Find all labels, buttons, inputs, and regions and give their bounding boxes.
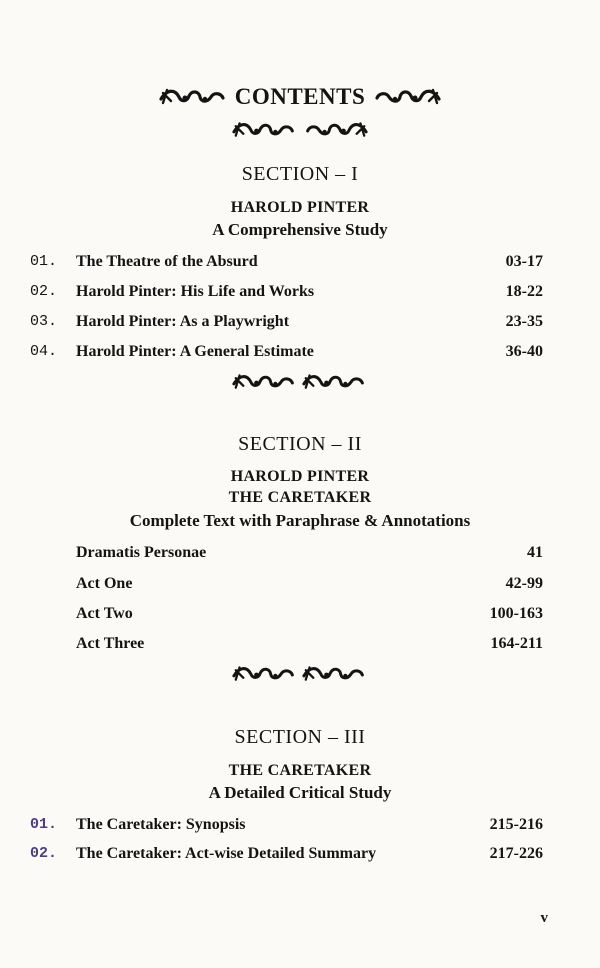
entry-title: Harold Pinter: As a Playwright (76, 313, 290, 330)
section-2-subtitle: HAROLD PINTER (230, 468, 370, 485)
entry-title: The Caretaker: Synopsis (76, 816, 246, 833)
entry-number: 02. (30, 283, 58, 300)
toc-entry[interactable] (0, 845, 600, 869)
entry-pages: 42-99 (505, 575, 543, 592)
toc-entry[interactable] (0, 635, 600, 659)
section-3-subtitle: THE CARETAKER (228, 762, 372, 779)
toc-entry[interactable] (0, 544, 600, 568)
toc-entry[interactable] (0, 313, 600, 337)
entry-title: Act One (76, 575, 133, 592)
contents-header (0, 84, 600, 110)
section-divider-ornament (0, 372, 600, 392)
right-flourish-ornament (371, 87, 441, 107)
entry-number: 02. (30, 845, 58, 862)
divider-flourish-icon (302, 664, 368, 684)
toc-entry[interactable] (0, 283, 600, 307)
entry-number: 04. (30, 343, 58, 360)
page-number: v (540, 910, 548, 926)
entry-pages: 41 (527, 544, 543, 561)
entry-pages: 217-226 (489, 845, 543, 862)
entry-number: 01. (30, 816, 58, 833)
section-2-subtitle: Complete Text with Paraphrase & Annotations (129, 511, 471, 530)
entry-number: 01. (30, 253, 58, 270)
entry-pages: 215-216 (489, 816, 543, 833)
divider-flourish-icon (232, 372, 298, 392)
entry-pages: 18-22 (505, 283, 543, 300)
section-3-heading: SECTION – III (234, 726, 366, 748)
section-3-subtitle: A Detailed Critical Study (208, 783, 392, 802)
entry-title: Act Three (76, 635, 145, 652)
entry-pages: 23-35 (505, 313, 543, 330)
contents-title: CONTENTS (234, 84, 366, 109)
entry-title: Harold Pinter: His Life and Works (76, 283, 315, 300)
toc-entry[interactable] (0, 605, 600, 629)
entry-title: Dramatis Personae (76, 544, 207, 561)
entry-pages: 100-163 (489, 605, 543, 622)
title-divider-ornament (0, 120, 600, 140)
toc-entry[interactable] (0, 253, 600, 277)
entry-number: 03. (30, 313, 58, 330)
entry-title: The Caretaker: Act-wise Detailed Summary (76, 845, 377, 862)
entry-pages: 164-211 (490, 635, 543, 652)
entry-title: Harold Pinter: A General Estimate (76, 343, 314, 360)
divider-flourish-icon (302, 120, 368, 140)
toc-entry[interactable] (0, 816, 600, 840)
section-divider-ornament (0, 664, 600, 684)
section-1-subtitle: HAROLD PINTER (230, 199, 370, 216)
toc-entry[interactable] (0, 575, 600, 599)
section-2-heading: SECTION – II (238, 433, 362, 455)
section-2-subtitle: THE CARETAKER (228, 489, 372, 506)
entry-title: The Theatre of the Absurd (76, 253, 258, 270)
section-1-heading: SECTION – I (241, 163, 359, 185)
divider-flourish-icon (232, 664, 298, 684)
section-1-subtitle: A Comprehensive Study (212, 220, 388, 239)
divider-flourish-icon (232, 120, 298, 140)
entry-title: Act Two (76, 605, 133, 622)
entry-pages: 36-40 (505, 343, 543, 360)
left-flourish-ornament (159, 87, 229, 107)
divider-flourish-icon (302, 372, 368, 392)
entry-pages: 03-17 (505, 253, 543, 270)
toc-entry[interactable] (0, 343, 600, 367)
